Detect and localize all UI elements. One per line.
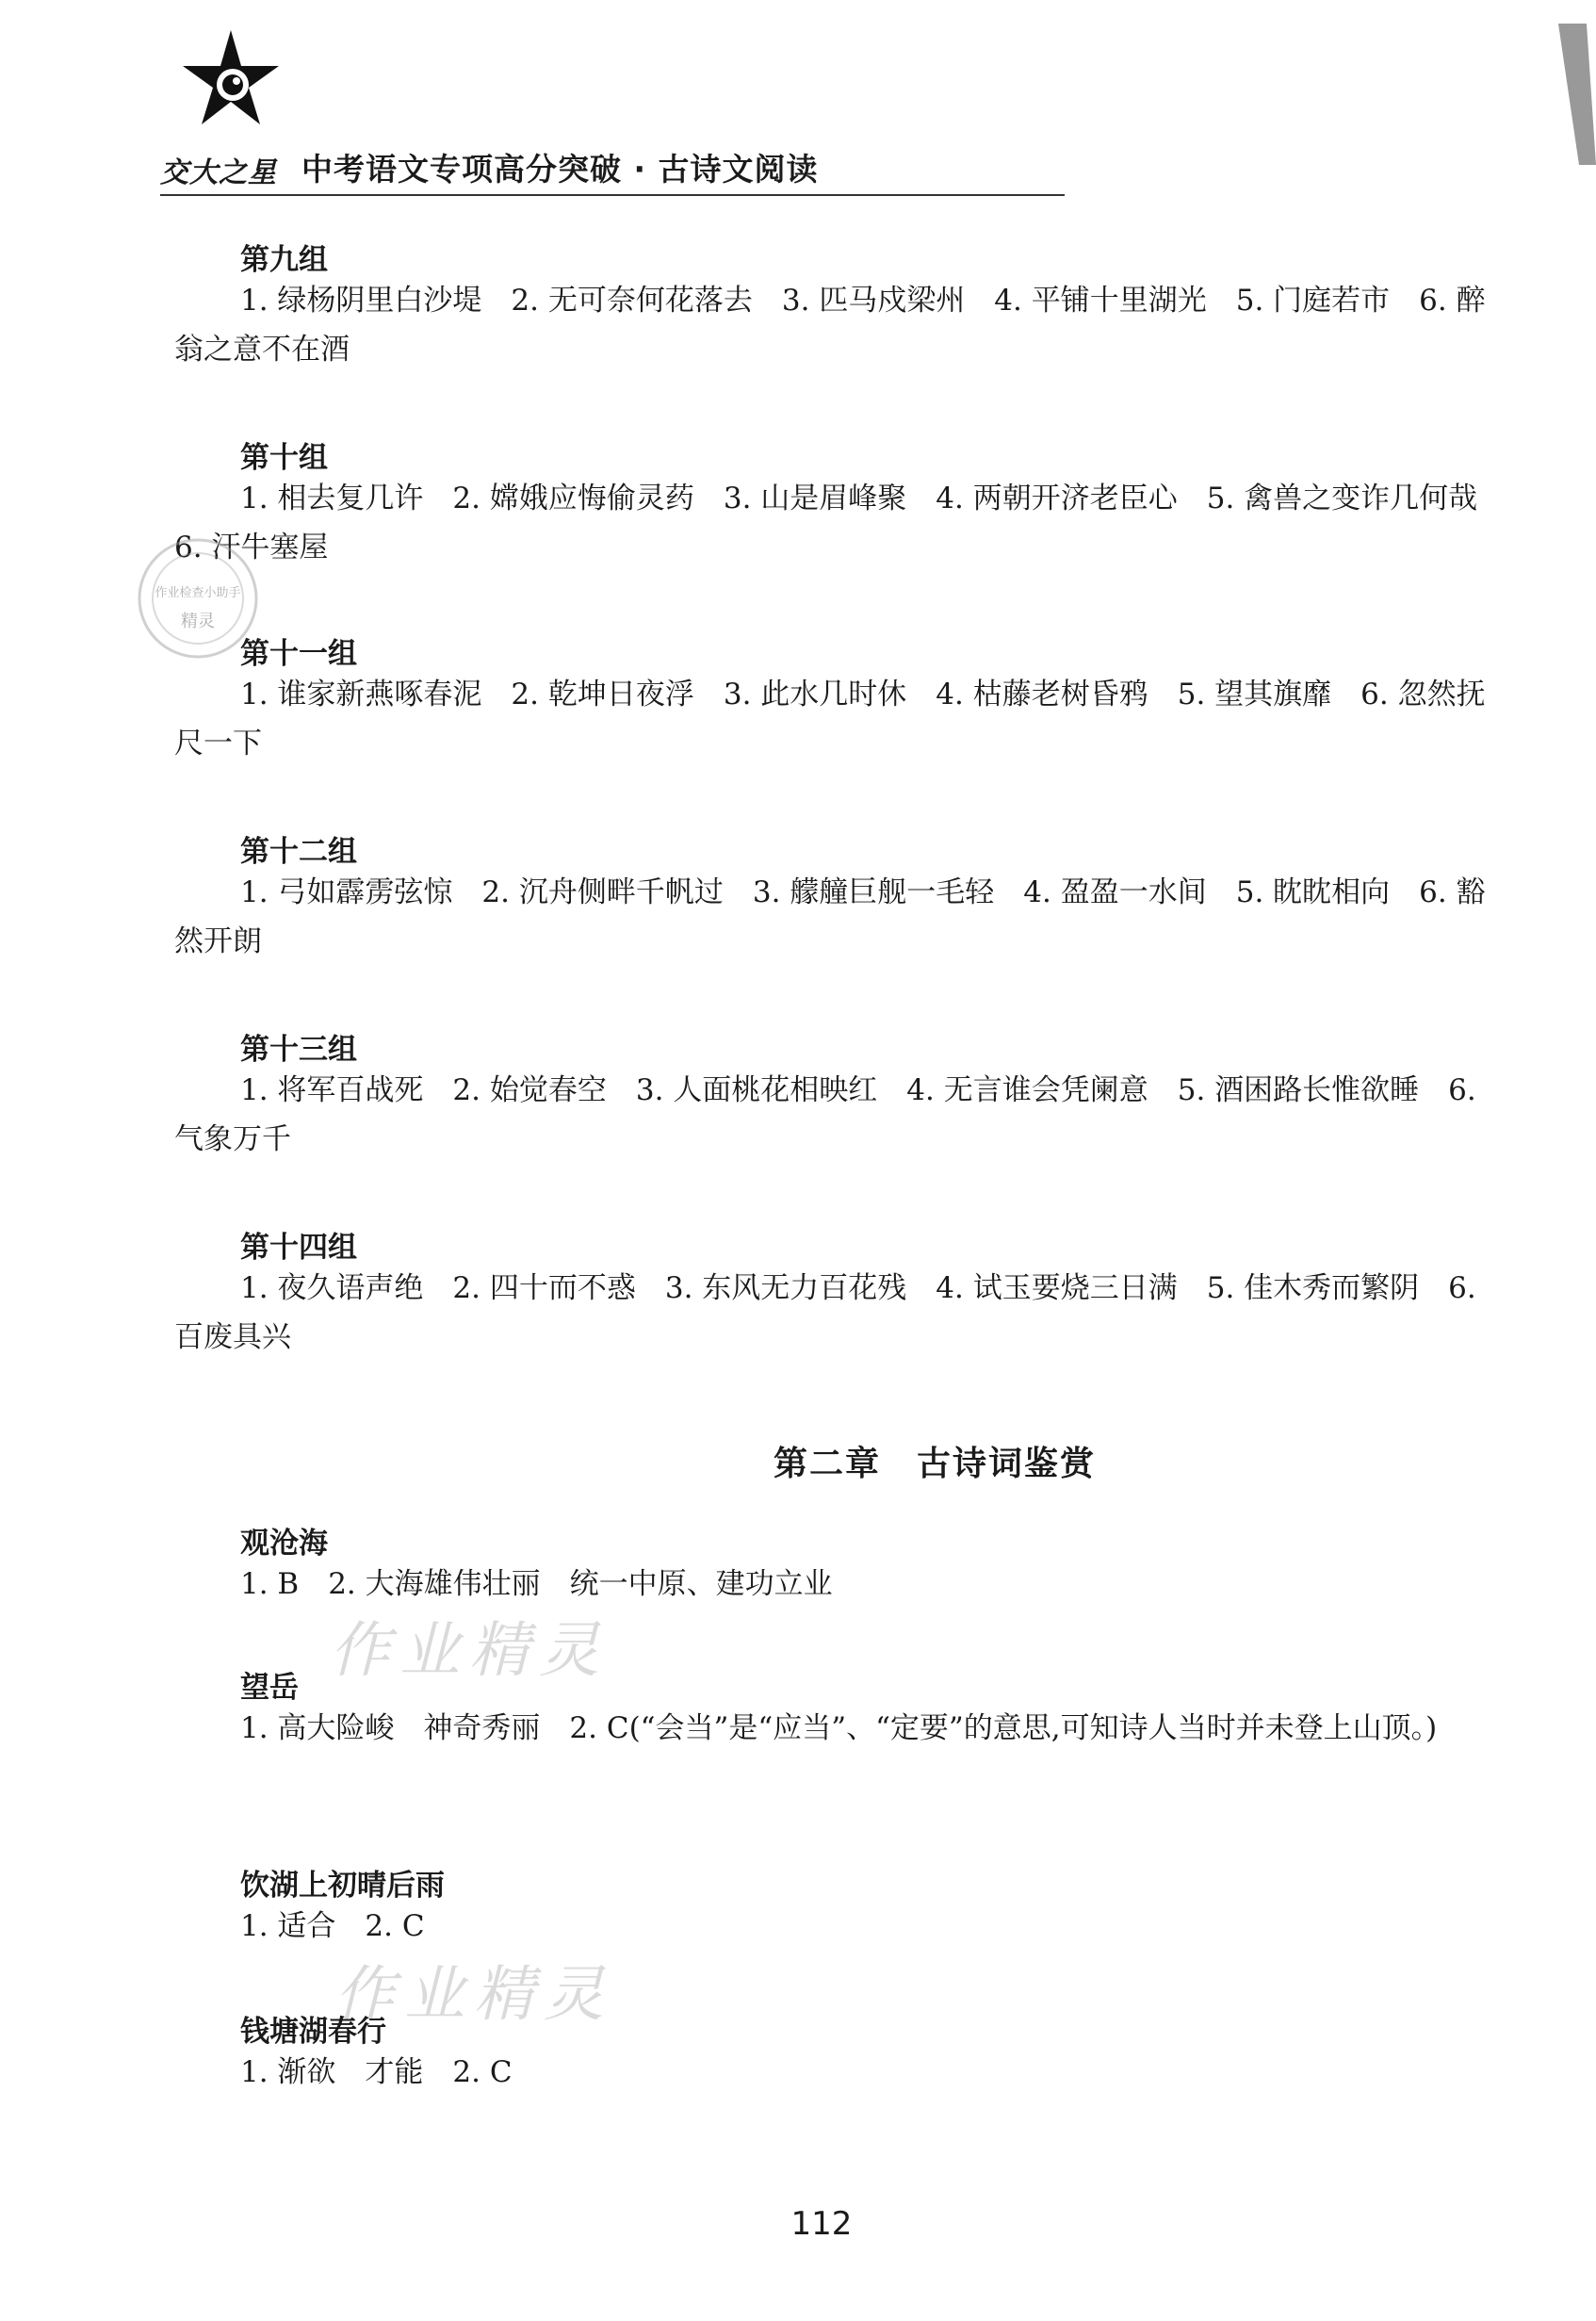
poem-answers: 1. 渐欲 才能 2. C [240, 2055, 513, 2089]
stamp-text-top: 作业检查小助手 [155, 586, 241, 600]
star-logo-icon [179, 28, 283, 132]
page-number: 112 [790, 2205, 853, 2243]
header-title: 中考语文专项高分突破 · 古诗文阅读 [301, 151, 819, 188]
watermark-text: 作业精灵 [330, 1616, 609, 1686]
poem-answers: 1. 高大险峻 神奇秀丽 2. C(“会当”是“应当”、“定要”的意思,可知诗人当时并未登上山顶。) [240, 1711, 1438, 1745]
poem-title: 钱塘湖春行 [240, 2015, 386, 2049]
group-answers: 1. 绿杨阴里白沙堤 2. 无可奈何花落去 3. 匹马戍梁州 4. 平铺十里湖光 5. 门庭若市 6. 醉翁之意不在酒 [174, 284, 1486, 367]
group-title: 第九组 [240, 243, 328, 277]
poem-answers: 1. B 2. 大海雄伟壮丽 统一中原、建功立业 [240, 1567, 833, 1601]
poem-title: 望岳 [240, 1671, 299, 1705]
chapter-title: 第二章 古诗词鉴赏 [773, 1445, 1096, 1483]
poem-title: 观沧海 [240, 1527, 328, 1561]
poem-answers: 1. 适合 2. C [240, 1909, 425, 1943]
watermark-text: 作业精灵 [334, 1960, 613, 2030]
poem-title: 饮湖上初晴后雨 [240, 1869, 445, 1903]
stamp-text-bottom: 精灵 [181, 612, 215, 631]
header [160, 28, 1065, 198]
group-title: 第十四组 [240, 1231, 357, 1265]
group-title: 第十一组 [240, 637, 357, 671]
header-divider [160, 194, 1065, 196]
group-answers: 1. 夜久语声绝 2. 四十而不惑 3. 东风无力百花残 4. 试玉要烧三日满 5. 佳木秀而繁阴 6. 百废具兴 [174, 1271, 1476, 1354]
group-title: 第十二组 [240, 835, 357, 869]
watermark-stamp [132, 532, 264, 664]
brand-name: 交大之星 [160, 156, 277, 189]
group-answers: 1. 谁家新燕啄春泥 2. 乾坤日夜浮 3. 此水几时休 4. 枯藤老树昏鸦 5. 望其旗靡 6. 忽然抚尺一下 [174, 678, 1486, 760]
page-corner-shadow [1558, 24, 1596, 165]
group-answers: 1. 将军百战死 2. 始觉春空 3. 人面桃花相映红 4. 无言谁会凭阑意 5. 酒困路长惟欲睡 6. 气象万千 [174, 1073, 1476, 1156]
group-title: 第十组 [240, 441, 328, 475]
group-answers: 1. 相去复几许 2. 嫦娥应悔偷灵药 3. 山是眉峰聚 4. 两朝开济老臣心 5. 禽兽之变诈几何哉 6. 汗牛塞屋 [174, 482, 1507, 564]
group-title: 第十三组 [240, 1033, 357, 1067]
group-answers: 1. 弓如霹雳弦惊 2. 沉舟侧畔千帆过 3. 艨艟巨舰一毛轻 4. 盈盈一水间 5. 眈眈相向 6. 豁然开朗 [174, 875, 1486, 958]
